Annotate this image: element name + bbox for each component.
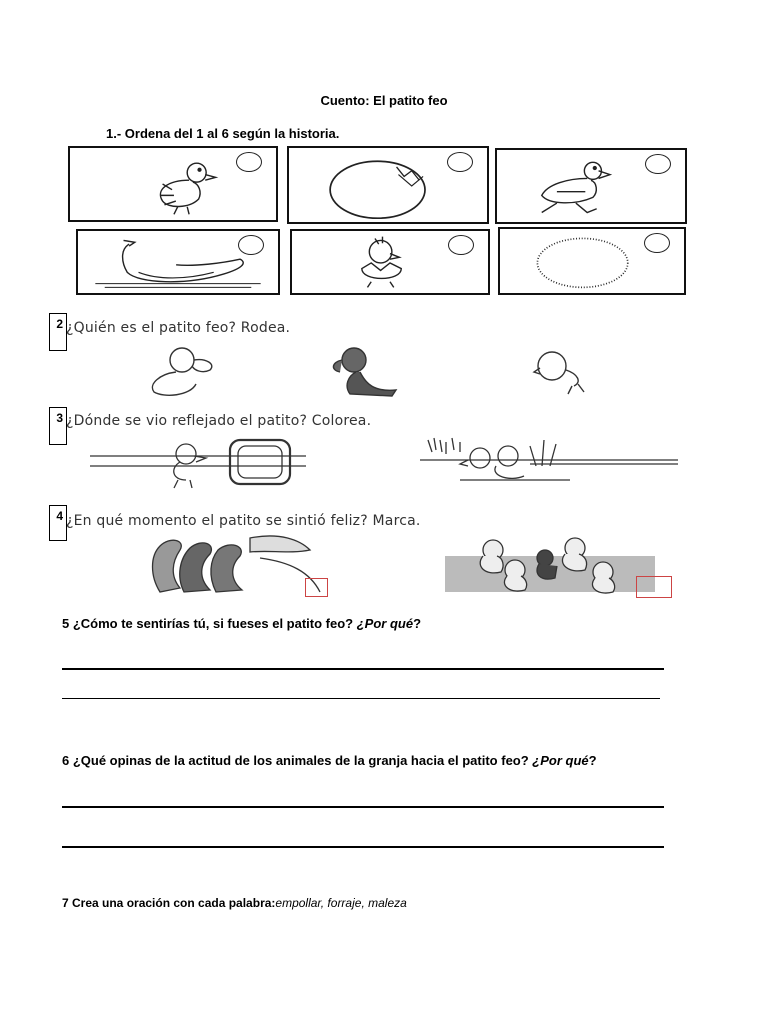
question-2-text: ¿Quién es el patito feo? Rodea. [66, 320, 291, 336]
question-7-text: 7 Crea una oración con cada palabra:empollar, forraje, maleza [62, 896, 407, 910]
question-2-number: 2 [56, 317, 63, 331]
dark-duck-choice-2[interactable] [330, 344, 410, 398]
chick-choice-3[interactable] [526, 348, 596, 396]
mark-box-2[interactable] [636, 576, 672, 598]
answer-line[interactable] [62, 806, 664, 808]
page-title: Cuento: El patito feo [320, 93, 448, 108]
story-panel-duckling [68, 146, 278, 222]
question-3-number: 3 [56, 411, 63, 425]
question-6-text: 6 ¿Qué opinas de la actitud de los animales de la granja hacia el patito feo? ¿Por qué? [62, 753, 597, 768]
order-circle[interactable] [236, 152, 262, 172]
question-3-text: ¿Dónde se vio reflejado el patito? Colorea. [66, 413, 372, 429]
story-panel-swan [76, 229, 280, 295]
question-number-box [49, 313, 67, 351]
story-panel-egg-cracking [287, 146, 489, 224]
question-4-text: ¿En qué momento el patito se sintió feliz? Marca. [66, 513, 421, 529]
mark-box-1[interactable] [305, 578, 328, 597]
question-number-box [49, 505, 67, 541]
order-circle[interactable] [238, 235, 264, 255]
story-panel-walking-duck [495, 148, 687, 224]
order-circle[interactable] [645, 154, 671, 174]
question-4-number: 4 [56, 509, 63, 523]
order-circle[interactable] [448, 235, 474, 255]
ducklings-scene-choice [445, 536, 655, 598]
story-panel-hatching [290, 229, 490, 295]
order-circle[interactable] [644, 233, 670, 253]
duckling-choice-1[interactable] [140, 344, 230, 398]
question-5-text: 5 ¿Cómo te sentirías tú, si fueses el patito feo? ¿Por qué? [62, 616, 422, 631]
answer-line[interactable] [62, 846, 664, 848]
story-panel-egg [498, 227, 686, 295]
question-1-text: 1.- Ordena del 1 al 6 según la historia. [106, 126, 340, 141]
answer-line[interactable] [62, 698, 660, 699]
question-number-box [49, 407, 67, 445]
answer-line[interactable] [62, 668, 664, 670]
order-circle[interactable] [447, 152, 473, 172]
mirror-scene-choice[interactable] [90, 436, 306, 490]
pond-scene-choice[interactable] [420, 436, 678, 490]
swans-scene-choice [150, 532, 330, 598]
